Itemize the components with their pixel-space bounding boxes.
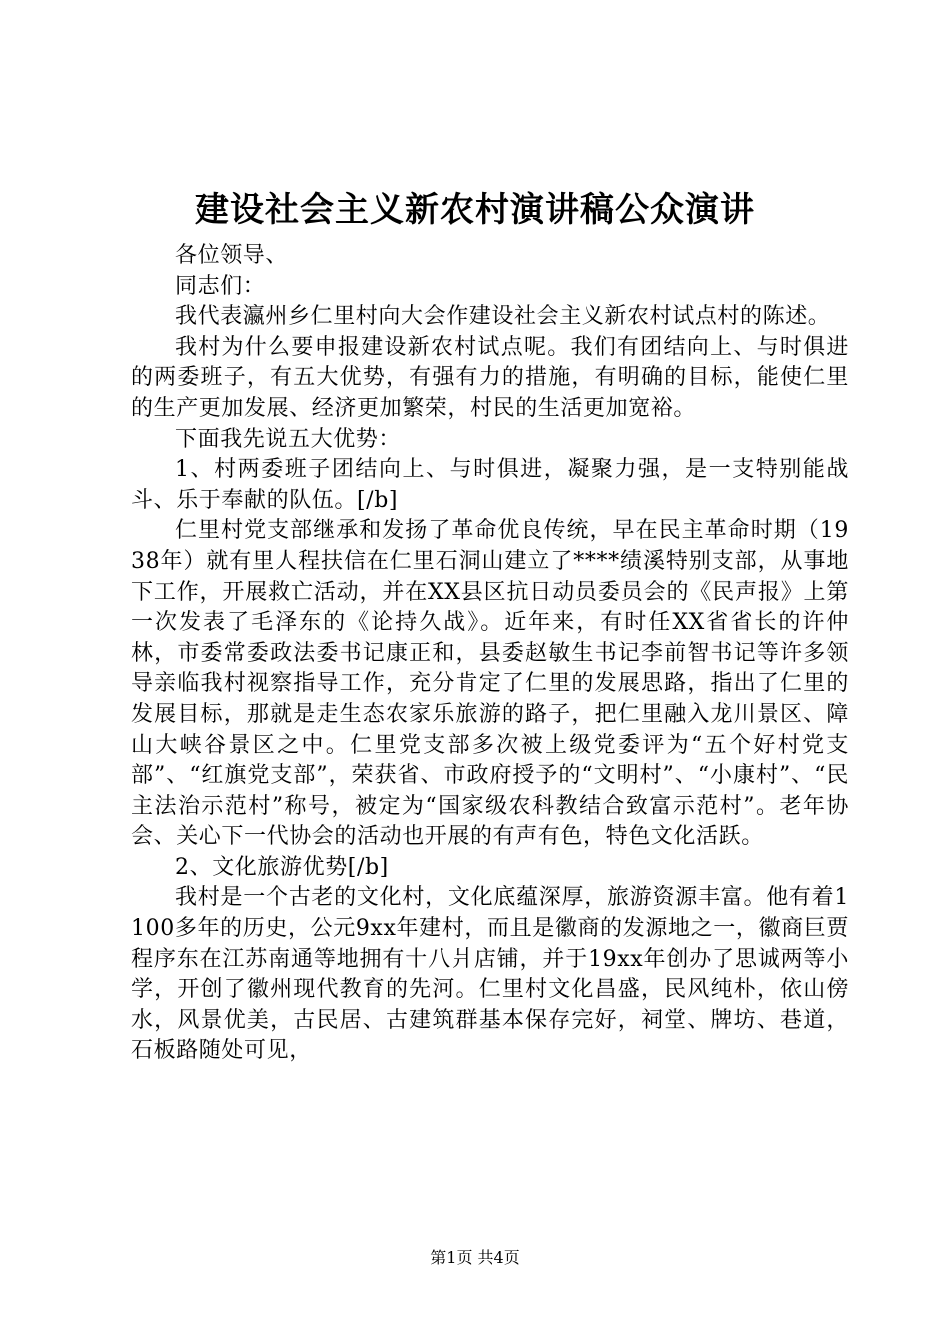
page-number-footer: 第1页 共4页 bbox=[430, 1248, 520, 1267]
paragraph-advantages-lead: 下面我先说五大优势： bbox=[175, 426, 402, 452]
document-title: 建设社会主义新农村演讲稿公众演讲 bbox=[195, 190, 755, 230]
paragraph-party-branch: 仁里村党支部继承和发扬了革命优良传统，早在民主革命时期（1938年）就有里人程扶信在仁里石洞山建立了****绩溪特别支部，从事地下工作，开展救亡活动，并在XX县区抗日动员委员会的《民声报》上第一次发表了毛泽东的《论持久战》。近年来，有时任XX省省长的许仲林，市委常委政法委书记康正和，县委赵敏生书记李前智书记等许多领导亲临我村视察指导工作，充分肯定了仁里的发展思路，指出了仁里的发展目标，那就是走生态农家乐旅游的路子，把仁里融入龙川景区、障山大峡谷景区之中。仁里党支部多次被上级党委评为“五个好村党支部”、“红旗党支部”，荣获省、市政府授予的“文明村”、“小康村”、“民主法治示范村”称号，被定为“国家级农科教结合致富示范村”。老年协会、关心下一代协会的活动也开展的有声有色，特色文化活跃。 bbox=[131, 518, 849, 850]
paragraph-reason: 我村为什么要申报建设新农村试点呢。我们有团结向上、与时俱进的两委班子，有五大优势，有强有力的措施，有明确的目标，能使仁里的生产更加发展、经济更加繁荣，村民的生活更加宽裕。 bbox=[131, 334, 849, 421]
paragraph-advantage-1-heading: 1、村两委班子团结向上、与时俱进，凝聚力强，是一支特别能战斗、乐于奉献的队伍。[/b] bbox=[131, 457, 849, 513]
document-body bbox=[131, 241, 849, 1067]
paragraph-greeting-2: 同志们： bbox=[175, 273, 266, 299]
paragraph-culture-tourism: 我村是一个古老的文化村，文化底蕴深厚，旅游资源丰富。他有着1100多年的历史，公元9xx年建村，而且是徽商的发源地之一，徽商巨贾程序东在江苏南通等地拥有十八爿店铺，并于19xx年创办了思诚两等小学，开创了徽州现代教育的先河。仁里村文化昌盛，民风纯朴，依山傍水，风景优美，古民居、古建筑群基本保存完好，祠堂、牌坊、巷道，石板路随处可见， bbox=[131, 885, 849, 1064]
paragraph-greeting-1: 各位领导、 bbox=[175, 243, 289, 268]
paragraph-advantage-2-heading: 2、文化旅游优势[/b] bbox=[175, 854, 389, 880]
paragraph-intro: 我代表瀛州乡仁里村向大会作建设社会主义新农村试点村的陈述。 bbox=[175, 304, 831, 330]
